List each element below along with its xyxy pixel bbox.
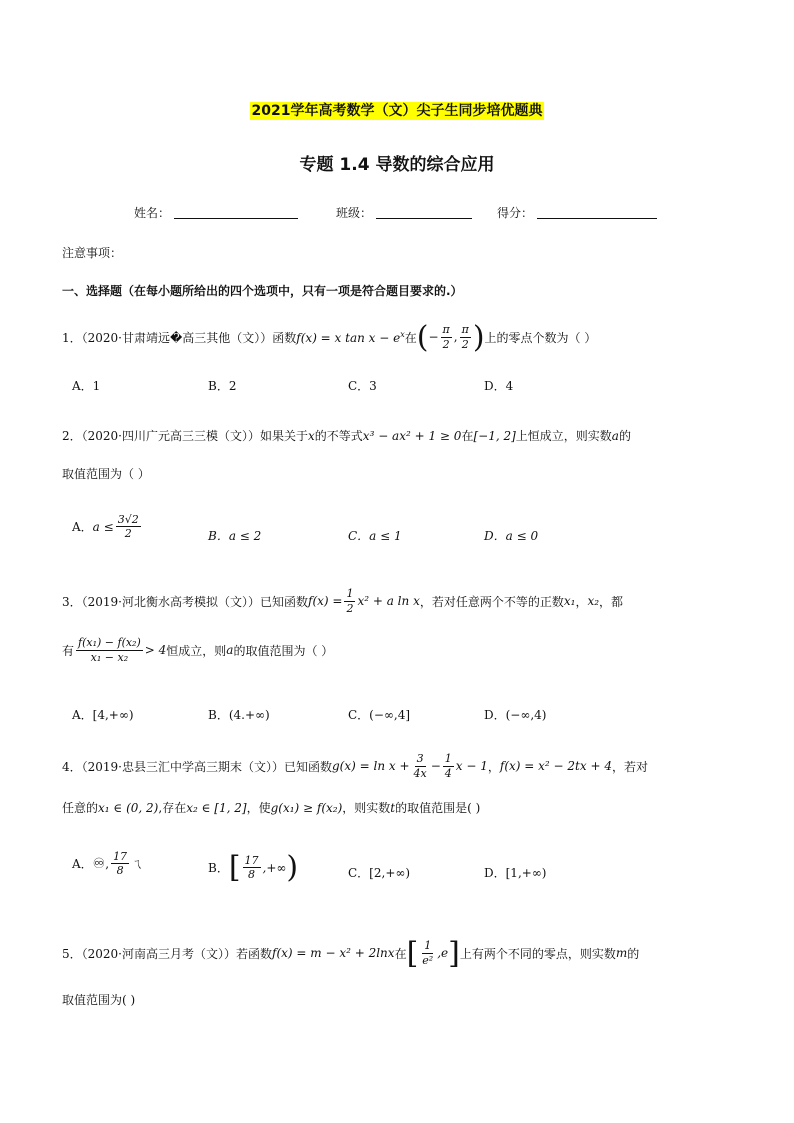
q1-right-paren: ) <box>472 319 485 355</box>
series-title-text: 2021学年高考数学（文）尖子生同步培优题典 <box>251 103 543 119</box>
class-blank <box>376 206 472 219</box>
q2-options <box>62 513 742 553</box>
q1-left-paren: ( <box>416 319 429 355</box>
note-heading: 注意事项： <box>62 246 123 260</box>
q2-option-b[interactable]: B．a ≤ 2 <box>208 529 262 543</box>
q1-option-a[interactable]: A．1 <box>72 379 101 393</box>
q1-option-c[interactable]: C．3 <box>348 379 377 393</box>
question-2: 2．（2020·四川广元高三三模（文））如果关于x的不等式x³ − ax² + 1 ≥ 0在[−1, 2]上恒成立，则实数a的 <box>62 429 631 443</box>
doc-title: 专题 1.4 导数的综合应用 <box>299 155 495 175</box>
question-4: 4．（2019·忠县三汇中学高三期末（文））已知函数 g(x) = ln x + $\frac{3}{4x}$ − $\frac{1}{4}$ x − 1 ， f(x) = x² − 2tx + 4 ，若对 <box>62 752 648 780</box>
question-1: 1．（2020·甘肃靖远�高三其他（文））函数 f(x) = x $\tan x - e^x$ 在 ( − $\frac{\pi}{2}$ , $\frac{\pi}{2}$ ) 上的零点个数为（ ） <box>62 319 597 355</box>
q1-option-d[interactable]: D．4 <box>484 379 514 393</box>
class-label: 班级： <box>336 206 373 220</box>
q3-option-c[interactable]: C．(−∞,4] <box>348 708 411 722</box>
q3-line-2: 有 $\frac{\text{f(x₁) − f(x₂)}}{\text{x₁ − x₂}}$ > 4 恒成立，则 a 的取值范围为（ ） <box>62 636 334 664</box>
question-3: 3．（2019·河北衡水高考模拟（文））已知函数 f(x) = $\frac{1}{2}$ x² + a ln x ，若对任意两个不等的正数 x₁ ， x₂ ，都 <box>62 587 624 615</box>
question-5: 5．（2020·河南高三月考（文））若函数 f(x) = m − x² + 2lnx 在 [ $\frac{1}{\text{e²}}$ ,e ] 上有两个不同的零点，则实数 m 的 <box>62 935 640 971</box>
q2-option-a[interactable]: A． a ≤ $\frac{3√2}{2}$ <box>72 513 139 541</box>
q3-fraction: $\frac{\text{f(x₁) − f(x₂)}}{\text{x₁ − x₂}}$ <box>78 636 141 664</box>
q2-inequality: x³ − ax² + 1 ≥ 0 <box>362 429 462 443</box>
q1-prefix: 1．（2020·甘肃靖远�高三其他（文））函数 <box>62 330 297 345</box>
series-title <box>0 100 794 120</box>
q4-option-d[interactable]: D．[1,+∞) <box>484 866 547 880</box>
q1-mid: 在 <box>404 330 417 345</box>
q1-frac-2: $\frac{\pi}{2}$ <box>461 323 469 351</box>
class-field <box>336 204 472 221</box>
q4-option-c[interactable]: C．[2,+∞) <box>348 866 411 880</box>
q1-frac-1: $\frac{\pi}{2}$ <box>442 323 450 351</box>
q4-option-a-glyph: ♾ <box>92 855 106 872</box>
q2-option-c[interactable]: C．a ≤ 1 <box>348 529 402 543</box>
q2-line-2: 取值范围为（ ） <box>62 467 150 481</box>
q3-option-d[interactable]: D．(−∞,4) <box>484 708 547 722</box>
q4-option-a[interactable]: A． ♾ , $\frac{17}{8}$ ㄟ <box>72 850 144 878</box>
q4-option-b[interactable]: B． [ $\frac{17}{8}$ ,+∞ ) <box>208 850 299 885</box>
q1-suffix: 上的零点个数为（ ） <box>484 330 597 345</box>
q5-line-2: 取值范围为( ) <box>62 993 136 1007</box>
q3-option-b[interactable]: B．(4.+∞) <box>208 708 270 722</box>
q1-option-b[interactable]: B．2 <box>208 379 237 393</box>
q2-interval: [−1, 2] <box>473 429 516 443</box>
name-blank <box>174 206 298 219</box>
name-label: 姓名： <box>134 206 171 220</box>
q1-formula: f(x) = x $\tan x - e^x$ <box>296 329 405 345</box>
q4-options <box>62 850 742 894</box>
score-label: 得分： <box>497 206 534 220</box>
q2-option-d[interactable]: D．a ≤ 0 <box>484 529 539 543</box>
name-field <box>134 204 298 221</box>
score-blank <box>537 206 657 219</box>
score-field <box>497 204 657 221</box>
q3-option-a[interactable]: A．[4,+∞) <box>72 708 134 722</box>
q4-line-2: 任意的x₁ ∈ (0, 2),存在x₂ ∈ [1, 2]，使g(x₁) ≥ f(x₂)，则实数t的取值范围是( ) <box>62 801 481 815</box>
section-title: 一、选择题（在每小题所给出的四个选项中，只有一项是符合题目要求的.） <box>62 284 463 298</box>
